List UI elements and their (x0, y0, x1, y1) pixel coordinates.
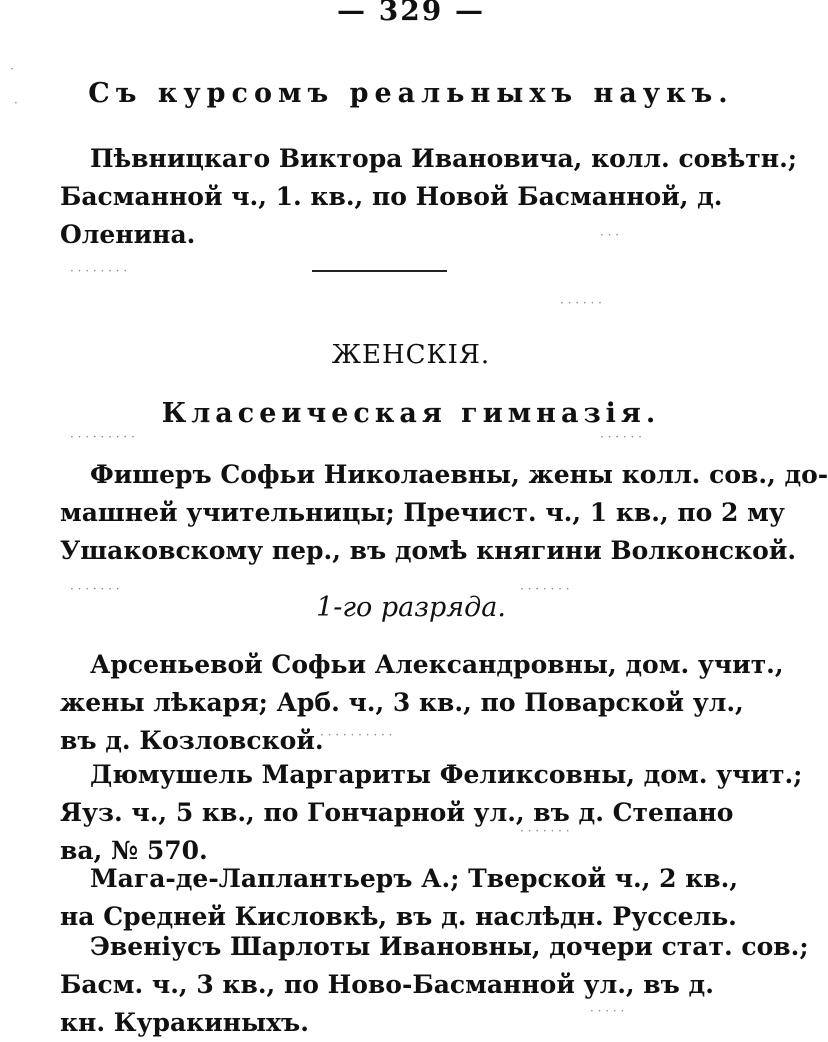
entry-maga-de-laplantier (60, 860, 739, 936)
print-speck: · · · · · · · (520, 824, 570, 838)
entry-line: Оленина. (60, 220, 196, 249)
entry-line: Дюмушель Маргариты Феликсовны, дом. учит.; (90, 760, 803, 789)
section-heading-real-sciences: Съ курсомъ реальныхъ наукъ. (88, 78, 734, 109)
print-speck: · · · · · (590, 1004, 625, 1018)
entry-line: на Средней Кисловкѣ, въ д. наслѣдн. Руссель. (60, 902, 737, 931)
print-speck: · (10, 62, 14, 76)
entry-fischer (60, 456, 828, 570)
entry-line: Мага-де-Лаплантьеръ А.; Тверской ч., 2 кв., (90, 864, 739, 893)
entry-line: ва, № 570. (60, 836, 208, 865)
entry-line: Пѣвницкаго Виктора Ивановича, колл. совѣтн.; (90, 144, 798, 173)
print-speck: · · · · · · · (520, 582, 570, 596)
entry-line: Фишеръ Софьи Николаевны, жены колл. сов., до- (90, 460, 828, 489)
entry-evenius (60, 928, 809, 1042)
entry-line: Арсеньевой Софьи Александровны, дом. учит., (90, 650, 784, 679)
section-divider (312, 270, 447, 272)
print-speck: · · · · · · · (70, 582, 120, 596)
print-speck: · · · · · · · · (70, 264, 128, 278)
entry-line: кн. Куракиныхъ. (60, 1008, 309, 1037)
entry-line: Басманной ч., 1. кв., по Новой Басманной, д. (60, 182, 723, 211)
women-heading: ЖЕНСКІЯ. (331, 340, 491, 370)
print-speck: · · · (600, 228, 620, 242)
page-number: — 329 — (337, 0, 485, 27)
print-speck: · (14, 96, 18, 110)
print-speck: · · · · · · · · · · (320, 728, 393, 742)
entry-line: Басм. ч., 3 кв., по Ново-Басманной ул., въ д. (60, 970, 714, 999)
entry-line: машней учительницы; Пречист. ч., 1 кв., по 2 му (60, 498, 785, 527)
entry-line: Яуз. ч., 5 кв., по Гончарной ул., въ д. Степано (60, 798, 734, 827)
entry-line: въ д. Козловской. (60, 726, 324, 755)
gymnasium-heading: Класеическая гимназія. (161, 398, 661, 429)
entry-line: Эвеніусъ Шарлоты Ивановны, дочери стат. сов.; (90, 932, 809, 961)
entry-line: Ушаковскому пер., въ домѣ княгини Волконской. (60, 536, 797, 565)
print-speck: · · · · · · (560, 296, 602, 310)
rank-heading: 1-го разряда. (316, 592, 506, 623)
entry-line: жены лѣкаря; Арб. ч., 3 кв., по Поварской ул., (60, 688, 744, 717)
print-speck: · · · · · · (600, 430, 642, 444)
entry-arsenyeva (60, 646, 784, 760)
print-speck: · · · · · · · · · (70, 430, 135, 444)
entry-dyumushel (60, 756, 803, 870)
